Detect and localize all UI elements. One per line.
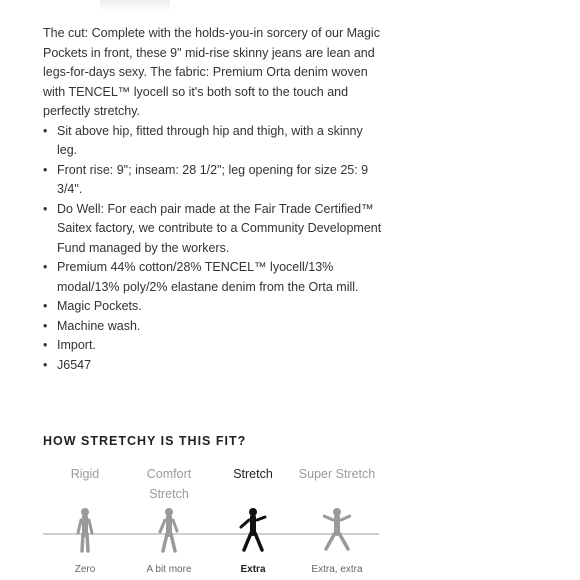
feature-item: • Machine wash. xyxy=(43,317,383,337)
product-description xyxy=(43,24,383,375)
stop-label: Stretch xyxy=(233,467,273,481)
stretch-scale xyxy=(43,465,383,580)
feature-item: • Magic Pockets. xyxy=(43,297,383,317)
feature-item: • J6547 xyxy=(43,356,383,376)
feature-item: • Front rise: 9"; inseam: 28 1/2"; leg opening for size 25: 9 3/4". xyxy=(43,161,383,200)
stretch-stop-stretch xyxy=(211,465,295,575)
dancing-figure-icon xyxy=(239,507,267,553)
stretch-stop-super xyxy=(295,465,379,575)
star-jump-figure-icon xyxy=(323,507,351,553)
feature-list xyxy=(43,122,383,376)
stop-label: Super Stretch xyxy=(298,467,376,481)
stretch-stop-rigid xyxy=(43,465,127,575)
stop-label: Comfort Stretch xyxy=(146,467,192,501)
standing-figure-icon xyxy=(71,507,99,553)
description-intro: The cut: Complete with the holds-you-in sorcery of our Magic Pockets in front, these 9" mid-rise skinny jeans are lean and legs-for-days sexy. The fabric: Premium Orta denim woven with TENCEL™ lyocell so it's both soft to the touch and perfectly stretchy. xyxy=(43,26,380,118)
stop-sublabel: Zero xyxy=(74,564,96,575)
stop-label: Rigid xyxy=(70,467,100,481)
stop-sublabel: A bit more xyxy=(146,564,192,575)
walking-figure-icon xyxy=(155,507,183,553)
feature-item: • Import. xyxy=(43,336,383,356)
stop-sublabel: Extra, extra xyxy=(311,564,363,575)
stop-sublabel: Extra xyxy=(240,564,266,575)
fit-section-title: HOW STRETCHY IS THIS FIT? xyxy=(43,434,247,448)
top-fade-decoration xyxy=(100,0,170,12)
stretch-stop-comfort xyxy=(127,465,211,575)
feature-item: • Premium 44% cotton/28% TENCEL™ lyocell/13% modal/13% poly/2% elastane denim from the Orta mill. xyxy=(43,258,383,297)
feature-item: • Sit above hip, fitted through hip and thigh, with a skinny leg. xyxy=(43,122,383,161)
feature-item: • Do Well: For each pair made at the Fair Trade Certified™ Saitex factory, we contribute to a Community Development Fund managed by the workers. xyxy=(43,200,383,259)
